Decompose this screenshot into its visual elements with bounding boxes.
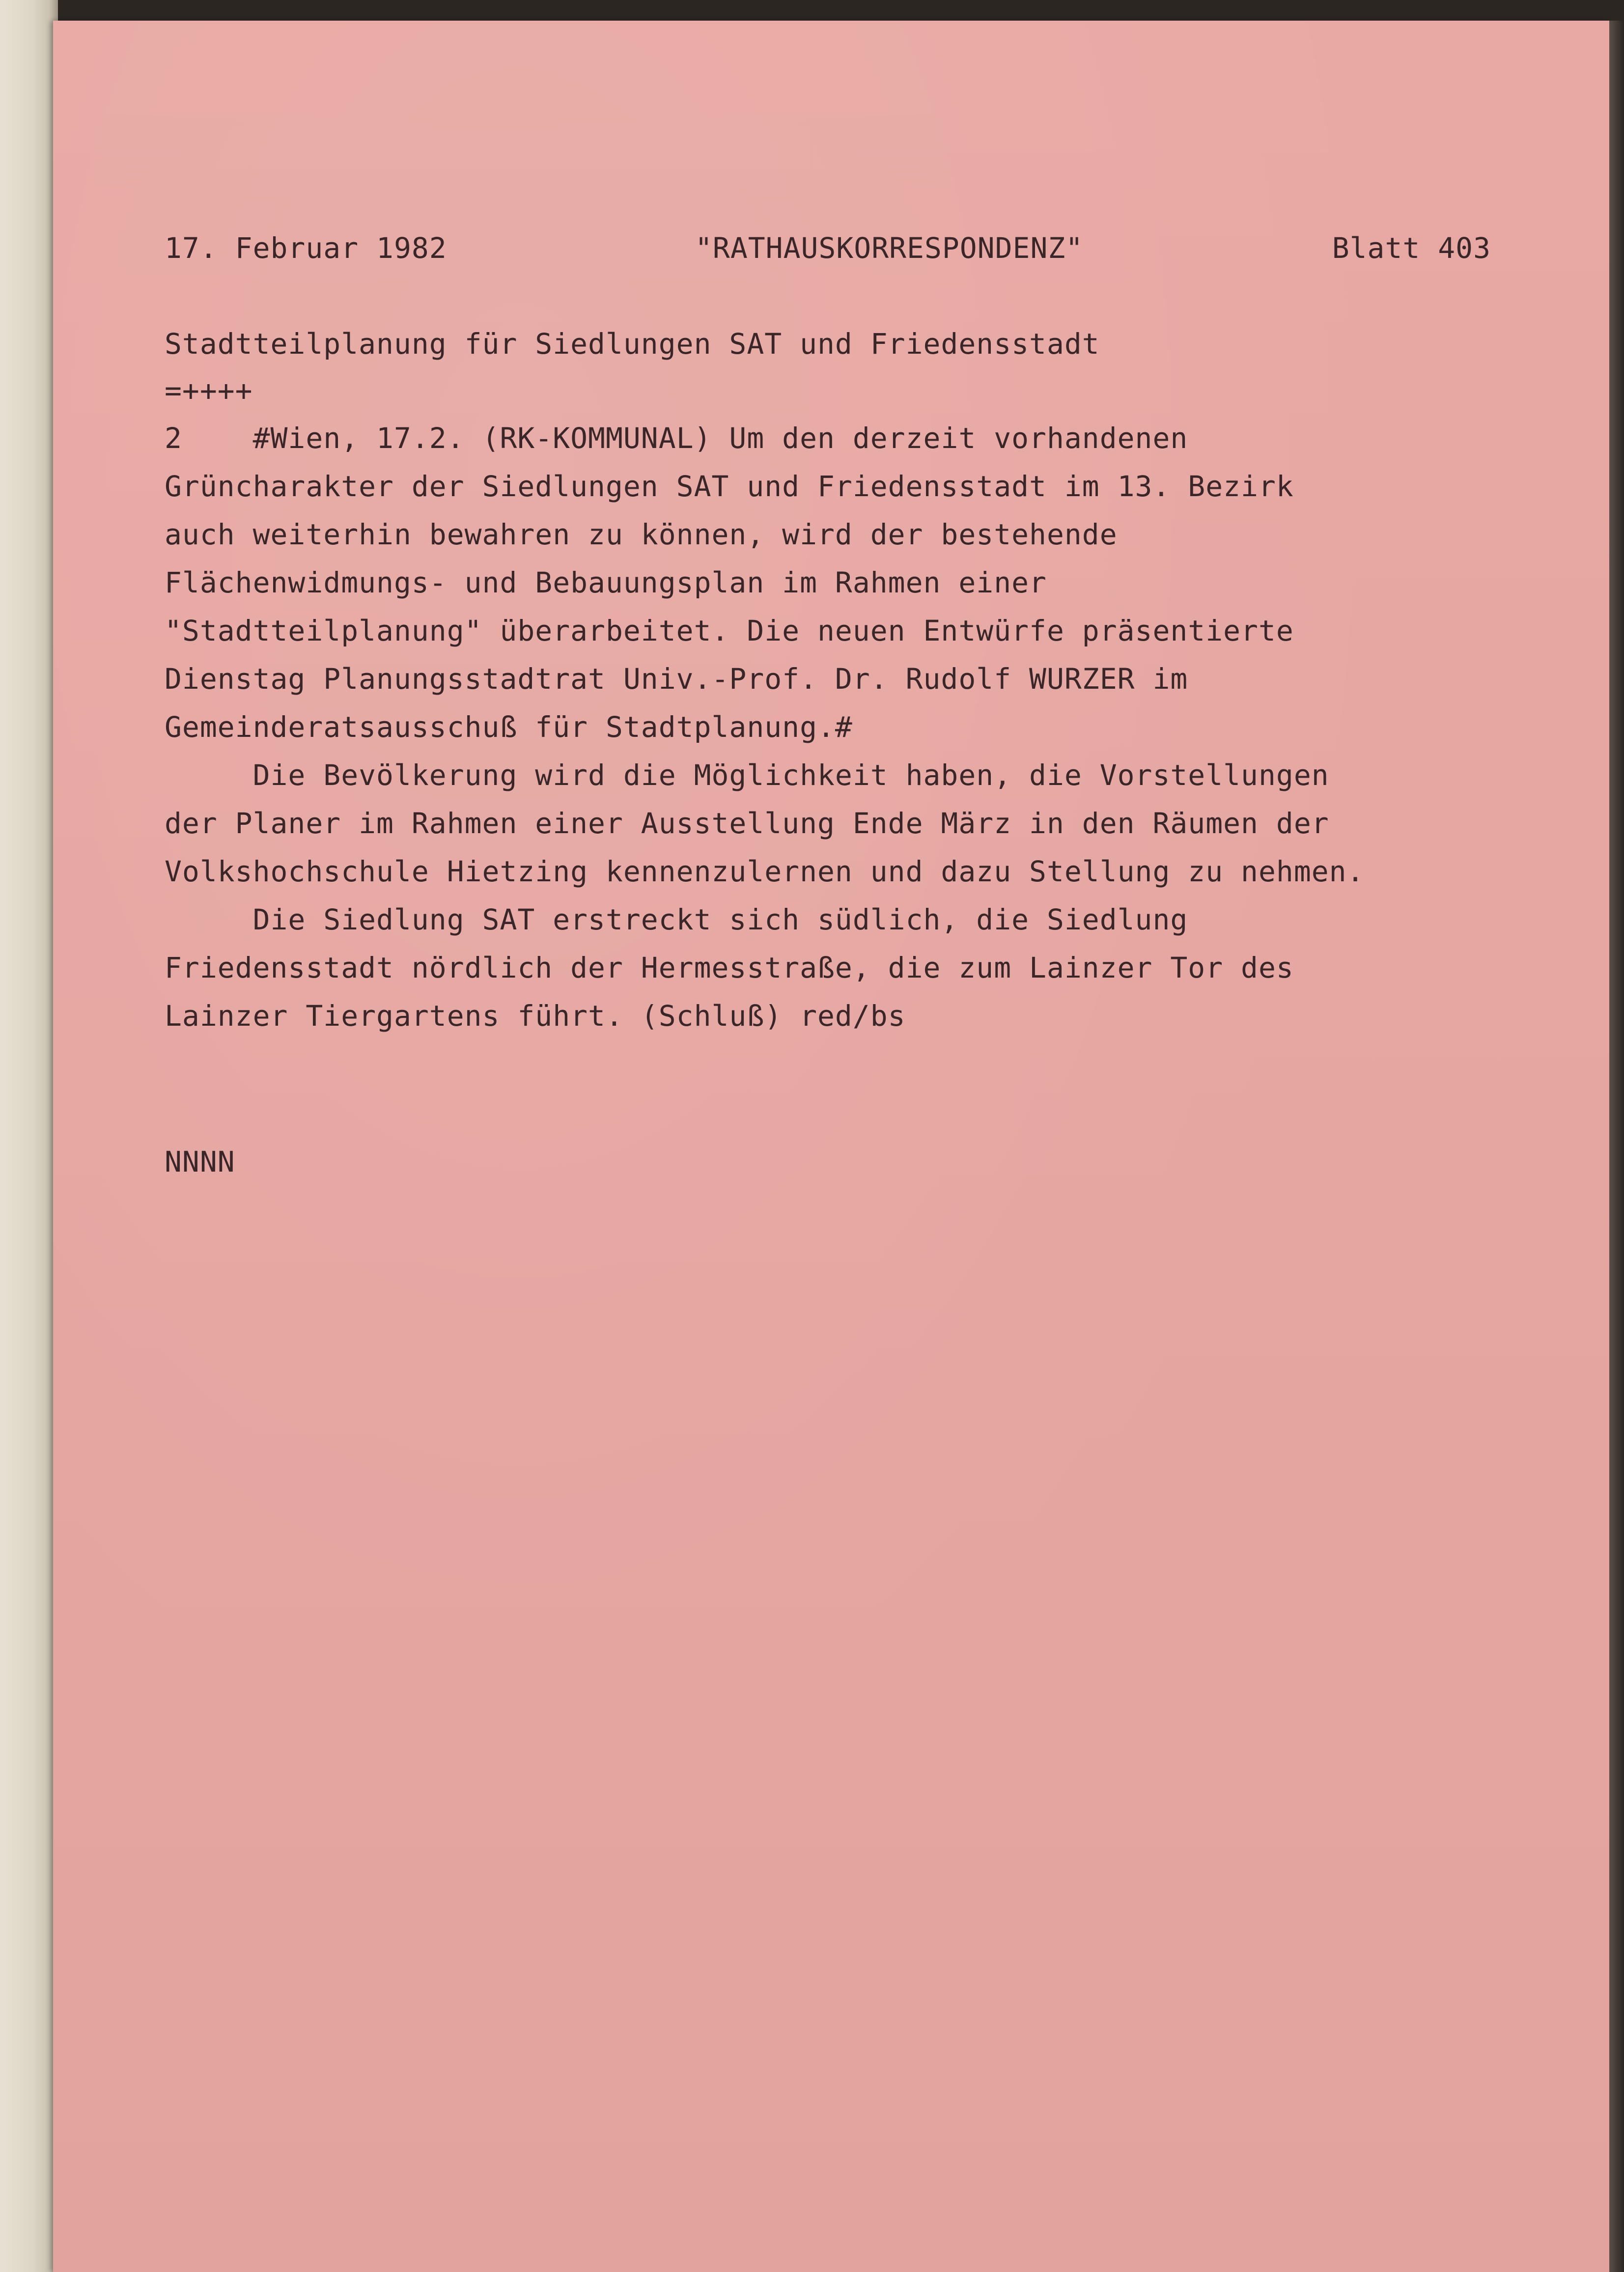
article-line: "Stadtteilplanung" überarbeitet. Die neuen Entwürfe präsentierte: [165, 614, 1294, 647]
article-line: Grüncharakter der Siedlungen SAT und Friedensstadt im 13. Bezirk: [165, 470, 1294, 503]
article-line: Dienstag Planungsstadtrat Univ.-Prof. Dr. Rudolf WURZER im: [165, 662, 1188, 696]
header-date: 17. Februar 1982: [165, 231, 447, 265]
binding-edge: [0, 0, 58, 2272]
header-page-number: Blatt 403: [1332, 231, 1491, 265]
article-headline: Stadtteilplanung für Siedlungen SAT und Friedensstadt: [165, 327, 1100, 361]
header-publication: "RATHAUSKORRESPONDENZ": [695, 231, 1084, 265]
article-line: Flächenwidmungs- und Bebauungsplan im Rahmen einer: [165, 566, 1047, 599]
page-header: [165, 231, 1491, 265]
page-edge-shadow: [1609, 21, 1624, 2272]
end-mark: NNNN: [165, 1145, 235, 1178]
article-line: Volkshochschule Hietzing kennenzulernen und dazu Stellung zu nehmen.: [165, 855, 1365, 888]
article-line: Gemeinderatsausschuß für Stadtplanung.#: [165, 710, 853, 744]
article-line: auch weiterhin bewahren zu können, wird der bestehende: [165, 518, 1118, 551]
article-line: Lainzer Tiergartens führt. (Schluß) red/bs: [165, 999, 906, 1033]
article-line: der Planer im Rahmen einer Ausstellung Ende März in den Räumen der: [165, 807, 1329, 840]
article-line: Die Siedlung SAT erstreckt sich südlich, die Siedlung: [165, 903, 1188, 936]
article-line: Die Bevölkerung wird die Möglichkeit haben, die Vorstellungen: [165, 758, 1329, 792]
headline-separator: =++++: [165, 374, 253, 407]
article-line: Friedensstadt nördlich der Hermesstraße, die zum Lainzer Tor des: [165, 951, 1294, 984]
article-line: 2 #Wien, 17.2. (RK-KOMMUNAL) Um den derzeit vorhandenen: [165, 421, 1188, 455]
